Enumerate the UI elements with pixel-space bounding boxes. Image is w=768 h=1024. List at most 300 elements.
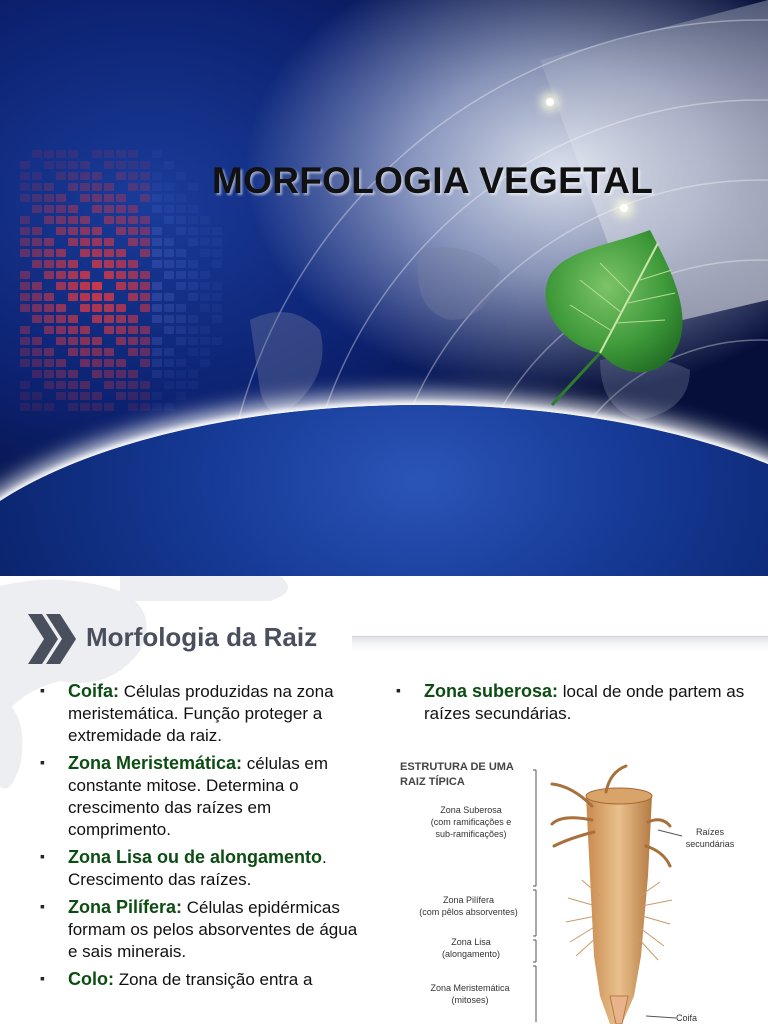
- mosaic-cell: [140, 293, 150, 301]
- mosaic-cell: [20, 359, 30, 367]
- mosaic-cell: [152, 205, 162, 213]
- sparkle-decoration: [546, 98, 554, 106]
- mosaic-cell: [68, 150, 78, 158]
- mosaic-cell: [32, 227, 42, 235]
- mosaic-cell: [116, 227, 126, 235]
- mosaic-cell: [140, 381, 150, 389]
- label-coifa: Coifa: [676, 1013, 698, 1023]
- mosaic-cell: [80, 183, 90, 191]
- mosaic-cell: [32, 293, 42, 301]
- mosaic-cell: [32, 172, 42, 180]
- mosaic-cell: [128, 227, 138, 235]
- mosaic-cell: [68, 172, 78, 180]
- mosaic-cell: [92, 227, 102, 235]
- list-item: ▪ Zona Meristemática: células em constante mitose. Determina o crescimento das raízes em comprimento.: [40, 752, 370, 841]
- mosaic-cell: [200, 359, 210, 367]
- mosaic-cell: [92, 249, 102, 257]
- mosaic-cell: [32, 238, 42, 246]
- mosaic-cell: [212, 293, 222, 301]
- mosaic-cell: [56, 172, 66, 180]
- mosaic-cell: [56, 260, 66, 268]
- mosaic-cell: [80, 326, 90, 334]
- mosaic-cell: [56, 216, 66, 224]
- mosaic-cell: [140, 403, 150, 411]
- mosaic-cell: [44, 249, 54, 257]
- mosaic-cell: [80, 271, 90, 279]
- mosaic-cell: [68, 216, 78, 224]
- mosaic-cell: [116, 271, 126, 279]
- mosaic-cell: [68, 293, 78, 301]
- mosaic-cell: [32, 348, 42, 356]
- mosaic-cell: [44, 315, 54, 323]
- mosaic-cell: [140, 216, 150, 224]
- mosaic-cell: [56, 337, 66, 345]
- mosaic-cell: [116, 161, 126, 169]
- mosaic-cell: [188, 326, 198, 334]
- mosaic-cell: [116, 249, 126, 257]
- mosaic-cell: [80, 381, 90, 389]
- mosaic-cell: [56, 150, 66, 158]
- mosaic-cell: [68, 260, 78, 268]
- mosaic-cell: [176, 315, 186, 323]
- mosaic-cell: [116, 315, 126, 323]
- mosaic-cell: [140, 238, 150, 246]
- mosaic-cell: [188, 315, 198, 323]
- mosaic-cell: [68, 205, 78, 213]
- mosaic-cell: [104, 161, 114, 169]
- mosaic-cell: [176, 381, 186, 389]
- double-chevron-icon: [28, 614, 76, 664]
- mosaic-cell: [44, 381, 54, 389]
- mosaic-cell: [20, 326, 30, 334]
- mosaic-cell: [128, 315, 138, 323]
- mosaic-cell: [32, 337, 42, 345]
- mosaic-cell: [104, 205, 114, 213]
- mosaic-cell: [32, 370, 42, 378]
- mosaic-cell: [104, 260, 114, 268]
- mosaic-cell: [128, 216, 138, 224]
- mosaic-cell: [116, 260, 126, 268]
- mosaic-cell: [68, 315, 78, 323]
- mosaic-cell: [152, 183, 162, 191]
- content-slide: [0, 576, 768, 1024]
- mosaic-cell: [20, 249, 30, 257]
- mosaic-cell: [20, 161, 30, 169]
- mosaic-cell: [212, 337, 222, 345]
- mosaic-cell: [212, 315, 222, 323]
- mosaic-cell: [68, 183, 78, 191]
- mosaic-cell: [44, 271, 54, 279]
- mosaic-cell: [188, 271, 198, 279]
- mosaic-cell: [44, 205, 54, 213]
- mosaic-cell: [104, 348, 114, 356]
- mosaic-cell: [200, 337, 210, 345]
- mosaic-cell: [116, 194, 126, 202]
- mosaic-cell: [140, 183, 150, 191]
- mosaic-cell: [56, 249, 66, 257]
- mosaic-cell: [128, 326, 138, 334]
- mosaic-cell: [128, 271, 138, 279]
- mosaic-cell: [68, 238, 78, 246]
- mosaic-cell: [152, 194, 162, 202]
- heading-underline-bar: [352, 636, 768, 652]
- mosaic-cell: [104, 381, 114, 389]
- mosaic-cell: [20, 172, 30, 180]
- list-item: ▪ Zona Lisa ou de alongamento. Crescimento das raízes.: [40, 846, 370, 891]
- mosaic-cell: [56, 304, 66, 312]
- mosaic-cell: [212, 304, 222, 312]
- mosaic-cell: [92, 304, 102, 312]
- mosaic-cell: [164, 304, 174, 312]
- mosaic-cell: [56, 326, 66, 334]
- mosaic-cell: [20, 392, 30, 400]
- mosaic-cell: [116, 326, 126, 334]
- mosaic-cell: [68, 370, 78, 378]
- mosaic-cell: [176, 172, 186, 180]
- mosaic-cell: [44, 194, 54, 202]
- mosaic-cell: [152, 238, 162, 246]
- mosaic-cell: [20, 304, 30, 312]
- mosaic-cell: [152, 172, 162, 180]
- mosaic-cell: [44, 326, 54, 334]
- mosaic-cell: [92, 260, 102, 268]
- mosaic-cell: [140, 392, 150, 400]
- mosaic-cell: [80, 161, 90, 169]
- mosaic-cell: [152, 370, 162, 378]
- mosaic-cell: [140, 337, 150, 345]
- mosaic-cell: [44, 359, 54, 367]
- mosaic-cell: [20, 337, 30, 345]
- mosaic-cell: [128, 260, 138, 268]
- mosaic-cell: [56, 271, 66, 279]
- mosaic-cell: [176, 194, 186, 202]
- mosaic-cell: [164, 348, 174, 356]
- mosaic-cell: [44, 161, 54, 169]
- label-raizes-secundarias: Raízes secundárias: [685, 827, 735, 849]
- mosaic-cell: [80, 238, 90, 246]
- label-zona-suberosa: Zona Suberosa (com ramificações e sub-ramificações): [430, 805, 512, 839]
- slide-heading: Morfologia da Raiz: [86, 622, 318, 652]
- mosaic-cell: [20, 238, 30, 246]
- mosaic-cell: [116, 304, 126, 312]
- mosaic-cell: [20, 227, 30, 235]
- mosaic-cell: [116, 392, 126, 400]
- mosaic-cell: [188, 282, 198, 290]
- mosaic-cell: [32, 315, 42, 323]
- mosaic-cell: [152, 392, 162, 400]
- mosaic-cell: [104, 370, 114, 378]
- mosaic-cell: [80, 293, 90, 301]
- mosaic-cell: [200, 271, 210, 279]
- mosaic-cell: [164, 403, 174, 411]
- left-bullet-list: [40, 680, 370, 996]
- mosaic-cell: [164, 249, 174, 257]
- mosaic-cell: [128, 370, 138, 378]
- mosaic-cell: [32, 392, 42, 400]
- mosaic-cell: [140, 227, 150, 235]
- mosaic-cell: [80, 227, 90, 235]
- mosaic-cell: [164, 260, 174, 268]
- mosaic-cell: [32, 249, 42, 257]
- mosaic-cell: [140, 172, 150, 180]
- mosaic-cell: [44, 403, 54, 411]
- mosaic-cell: [188, 238, 198, 246]
- mosaic-cell: [140, 161, 150, 169]
- mosaic-cell: [116, 359, 126, 367]
- mosaic-cell: [56, 282, 66, 290]
- mosaic-cell: [200, 348, 210, 356]
- mosaic-cell: [20, 194, 30, 202]
- mosaic-cell: [32, 183, 42, 191]
- mosaic-cell: [152, 403, 162, 411]
- mosaic-cell: [92, 150, 102, 158]
- mosaic-cell: [128, 337, 138, 345]
- root-structure-diagram: [396, 756, 746, 1024]
- mosaic-cell: [128, 392, 138, 400]
- mosaic-cell: [44, 238, 54, 246]
- mosaic-cell: [104, 150, 114, 158]
- mosaic-cell: [80, 359, 90, 367]
- mosaic-cell: [44, 304, 54, 312]
- mosaic-cell: [104, 249, 114, 257]
- mosaic-cell: [152, 260, 162, 268]
- mosaic-cell: [56, 161, 66, 169]
- mosaic-cell: [164, 326, 174, 334]
- mosaic-cell: [56, 381, 66, 389]
- mosaic-cell: [32, 260, 42, 268]
- mosaic-cell: [152, 304, 162, 312]
- mosaic-cell: [152, 293, 162, 301]
- mosaic-cell: [152, 315, 162, 323]
- mosaic-cell: [20, 348, 30, 356]
- mosaic-cell: [80, 392, 90, 400]
- mosaic-cell: [80, 216, 90, 224]
- mosaic-cell: [152, 227, 162, 235]
- mosaic-cell: [44, 260, 54, 268]
- mosaic-cell: [80, 249, 90, 257]
- mosaic-cell: [188, 381, 198, 389]
- mosaic-cell: [176, 326, 186, 334]
- mosaic-cell: [104, 359, 114, 367]
- mosaic-cell: [128, 172, 138, 180]
- mosaic-cell: [176, 205, 186, 213]
- mosaic-cell: [176, 227, 186, 235]
- mosaic-cell: [140, 194, 150, 202]
- mosaic-cell: [212, 227, 222, 235]
- mosaic-cell: [44, 183, 54, 191]
- mosaic-cell: [68, 271, 78, 279]
- mosaic-cell: [92, 194, 102, 202]
- list-item: ▪ Colo: Zona de transição entra a: [40, 968, 370, 991]
- mosaic-cell: [188, 183, 198, 191]
- mosaic-cell: [140, 359, 150, 367]
- mosaic-cell: [56, 205, 66, 213]
- mosaic-cell: [104, 271, 114, 279]
- mosaic-cell: [68, 348, 78, 356]
- mosaic-cell: [20, 271, 30, 279]
- mosaic-cell: [92, 315, 102, 323]
- list-item: ▪ Zona Pilífera: Células epidérmicas formam os pelos absorventes de água e sais minerais.: [40, 896, 370, 963]
- mosaic-cell: [80, 403, 90, 411]
- mosaic-cell: [176, 359, 186, 367]
- mosaic-cell: [188, 216, 198, 224]
- mosaic-cell: [176, 370, 186, 378]
- mosaic-cell: [176, 392, 186, 400]
- mosaic-cell: [68, 403, 78, 411]
- mosaic-cell: [176, 337, 186, 345]
- mosaic-cell: [68, 326, 78, 334]
- mosaic-cell: [92, 337, 102, 345]
- mosaic-cell: [104, 326, 114, 334]
- mosaic-cell: [56, 227, 66, 235]
- mosaic-cell: [32, 194, 42, 202]
- mosaic-cell: [128, 348, 138, 356]
- mosaic-cell: [80, 282, 90, 290]
- mosaic-cell: [92, 392, 102, 400]
- mosaic-cell: [32, 304, 42, 312]
- mosaic-cell: [56, 392, 66, 400]
- mosaic-cell: [92, 348, 102, 356]
- mosaic-cell: [92, 205, 102, 213]
- mosaic-cell: [212, 249, 222, 257]
- mosaic-cell: [80, 194, 90, 202]
- mosaic-cell: [164, 293, 174, 301]
- mosaic-cell: [128, 161, 138, 169]
- mosaic-cell: [140, 271, 150, 279]
- slide-title: MORFOLOGIA VEGETAL: [212, 160, 654, 201]
- mosaic-cell: [116, 205, 126, 213]
- mosaic-cell: [152, 348, 162, 356]
- mosaic-cell: [32, 150, 42, 158]
- mosaic-cell: [164, 315, 174, 323]
- mosaic-cell: [92, 238, 102, 246]
- mosaic-cell: [200, 227, 210, 235]
- mosaic-cell: [128, 282, 138, 290]
- mosaic-cell: [200, 293, 210, 301]
- mosaic-cell: [116, 337, 126, 345]
- mosaic-cell: [104, 304, 114, 312]
- mosaic-cell: [128, 403, 138, 411]
- mosaic-cell: [128, 150, 138, 158]
- mosaic-cell: [92, 370, 102, 378]
- mosaic-cell: [164, 205, 174, 213]
- mosaic-cell: [212, 260, 222, 268]
- sparkle-decoration: [620, 204, 628, 212]
- mosaic-cell: [116, 381, 126, 389]
- mosaic-cell: [200, 304, 210, 312]
- mosaic-cell: [44, 293, 54, 301]
- mosaic-cell: [104, 183, 114, 191]
- mosaic-cell: [56, 315, 66, 323]
- mosaic-cell: [128, 205, 138, 213]
- mosaic-cell: [56, 370, 66, 378]
- mosaic-cell: [32, 403, 42, 411]
- mosaic-cell: [68, 161, 78, 169]
- list-item: ▪ Coifa: Células produzidas na zona meristemática. Função proteger a extremidade da raiz.: [40, 680, 370, 747]
- mosaic-cell: [104, 293, 114, 301]
- mosaic-cell: [200, 238, 210, 246]
- mosaic-cell: [56, 194, 66, 202]
- mosaic-cell: [176, 271, 186, 279]
- mosaic-cell: [164, 183, 174, 191]
- mosaic-cell: [92, 293, 102, 301]
- mosaic-cell: [20, 403, 30, 411]
- mosaic-cell: [44, 216, 54, 224]
- list-item: ▪ Zona suberosa: local de onde partem as raízes secundárias.: [396, 680, 746, 725]
- mosaic-cell: [20, 381, 30, 389]
- mosaic-cell: [188, 337, 198, 345]
- mosaic-cell: [188, 293, 198, 301]
- mosaic-cell: [176, 249, 186, 257]
- mosaic-cell: [116, 172, 126, 180]
- mosaic-cell: [92, 359, 102, 367]
- mosaic-cell: [188, 348, 198, 356]
- mosaic-cell: [212, 282, 222, 290]
- mosaic-cell: [92, 403, 102, 411]
- mosaic-cell: [164, 194, 174, 202]
- mosaic-cell: [152, 359, 162, 367]
- mosaic-cell: [104, 315, 114, 323]
- label-zona-lisa: Zona Lisa (alongamento): [441, 937, 501, 959]
- mosaic-cell: [116, 150, 126, 158]
- mosaic-cell: [152, 150, 162, 158]
- mosaic-cell: [164, 381, 174, 389]
- mosaic-cell: [116, 282, 126, 290]
- mosaic-cell: [188, 205, 198, 213]
- mosaic-cell: [140, 282, 150, 290]
- mosaic-cell: [128, 293, 138, 301]
- mosaic-cell: [188, 370, 198, 378]
- mosaic-cell: [116, 216, 126, 224]
- mosaic-cell: [200, 249, 210, 257]
- mosaic-cell: [68, 392, 78, 400]
- mosaic-cell: [68, 337, 78, 345]
- mosaic-cell: [200, 326, 210, 334]
- mosaic-cell: [104, 216, 114, 224]
- mosaic-cell: [68, 282, 78, 290]
- mosaic-cell: [164, 359, 174, 367]
- right-bullet-list: [396, 680, 746, 730]
- leaf-icon: [540, 225, 690, 410]
- mosaic-cell: [32, 282, 42, 290]
- mosaic-cell: [140, 304, 150, 312]
- mosaic-cell: [128, 238, 138, 246]
- mosaic-cell: [176, 216, 186, 224]
- mosaic-cell: [152, 249, 162, 257]
- mosaic-cell: [32, 205, 42, 213]
- mosaic-cell: [200, 216, 210, 224]
- mosaic-cell: [176, 282, 186, 290]
- mosaic-cell: [176, 260, 186, 268]
- diagram-heading: ESTRUTURA DE UMA RAIZ TÍPICA: [400, 761, 514, 788]
- mosaic-cell: [140, 249, 150, 257]
- mosaic-cell: [44, 150, 54, 158]
- label-zona-meristematica: Zona Meristemática (mitoses): [430, 983, 510, 1005]
- mosaic-cell: [212, 238, 222, 246]
- mosaic-cell: [152, 337, 162, 345]
- mosaic-cell: [92, 282, 102, 290]
- mosaic-cell: [140, 326, 150, 334]
- mosaic-cell: [56, 359, 66, 367]
- mosaic-cell: [32, 359, 42, 367]
- mosaic-cell: [20, 183, 30, 191]
- mosaic-cell: [104, 238, 114, 246]
- mosaic-cell: [116, 370, 126, 378]
- mosaic-cell: [44, 370, 54, 378]
- label-zona-pilifera: Zona Pilífera (com pêlos absorventes): [419, 895, 518, 917]
- mosaic-cell: [164, 370, 174, 378]
- mosaic-cell: [80, 304, 90, 312]
